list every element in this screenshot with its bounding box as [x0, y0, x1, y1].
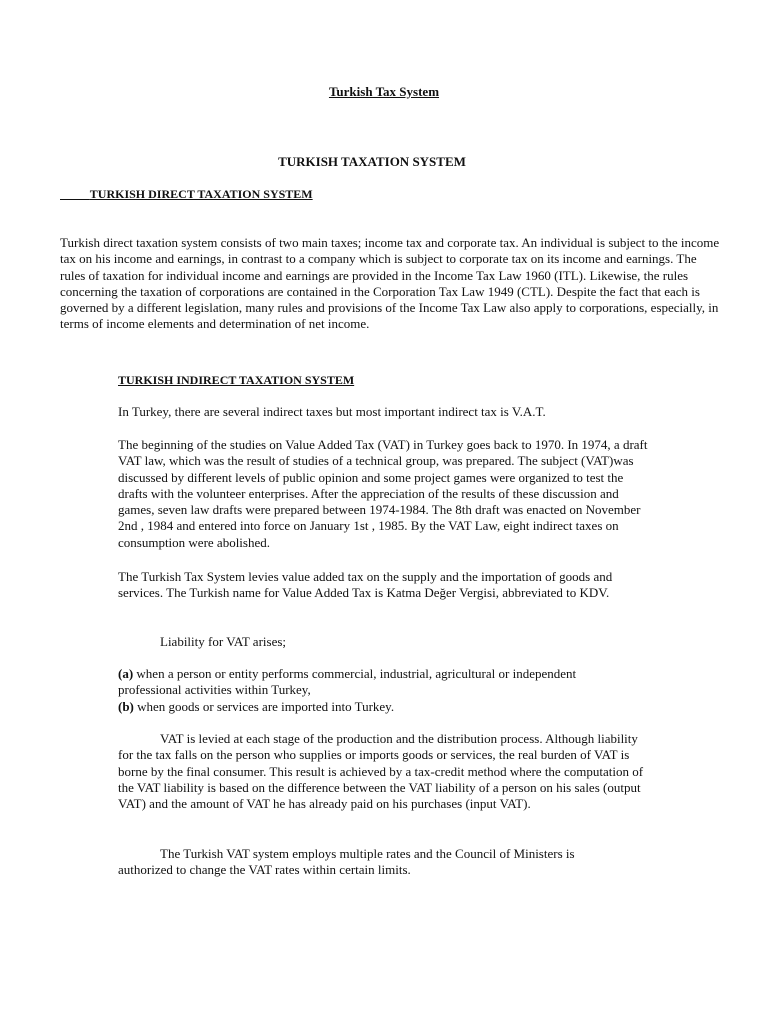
vat-history-paragraph: The beginning of the studies on Value Added Tax (VAT) in Turkey goes back to 1970. In 1974, a draft VAT law, which was the result of studies of a technical group, was prepared. The subject (VAT)was discussed by different levels of public opinion and some project games were organized to test the drafts with the volunteer enterprises. After the appreciation of the results of these discussion and games, seven law drafts were prepared between 1974-1984. The 8th draft was enacted on November 2nd , 1984 and entered into force on January 1st , 1985. By the VAT Law, eight indirect taxes on consumption were abolished.	[118, 437, 648, 550]
vat-rates-paragraph	[118, 846, 628, 879]
direct-taxation-heading	[60, 187, 313, 202]
item-b-marker: (b)	[118, 698, 134, 714]
liability-intro: Liability for VAT arises;	[160, 634, 287, 649]
item-a-marker: (a)	[118, 666, 134, 681]
document-title: Turkish Tax System	[328, 84, 440, 99]
item-b-text: when goods or services are imported into Turkey.	[133, 698, 395, 714]
kdv-paragraph: The Turkish Tax System levies value added tax on the supply and the importation of goods and services. The Turkish name for Value Added Tax is Katma Değer Vergisi, abbreviated to KDV.	[118, 569, 613, 601]
liability-list	[118, 666, 638, 715]
indirect-intro-paragraph: In Turkey, there are several indirect taxes but most important indirect tax is V.A.T.	[118, 404, 546, 419]
indirect-taxation-heading: TURKISH INDIRECT TAXATION SYSTEM	[118, 373, 355, 387]
liability-item-b	[118, 699, 638, 715]
liability-item-a	[118, 666, 638, 699]
direct-taxation-heading-text: TURKISH DIRECT TAXATION SYSTEM	[89, 187, 313, 201]
vat-levied-text: VAT is levied at each stage of the production and the distribution process. Although liability for the tax falls on the person who supplies or imports goods or services, the real burden of VAT is borne by the final consumer. This result is achieved by a tax-credit method where the computation of the VAT liability is based on the difference between the VAT liability of a person on his sales (output VAT) and the amount of VAT he has already paid on his purchases (input VAT).	[118, 731, 644, 812]
vat-rates-text: The Turkish VAT system employs multiple rates and the Council of Ministers is authorized to change the VAT rates within certain limits.	[118, 846, 575, 878]
direct-taxation-paragraph: Turkish direct taxation system consists of two main taxes; income tax and corporate tax. An individual is subject to the income tax on his income and earnings, in contrast to a company which is subject to corporate tax on its income and earnings. The rules of taxation for individual income and earnings are provided in the Income Tax Law 1960 (ITL). Likewise, the rules concerning the taxation of corporations are contained in the Corporation Tax Law 1949 (CTL). Despite the fact that each is governed by a different legislation, many rules and provisions of the Income Tax Law also apply to corporations, especially, in terms of income elements and determination of net income.	[60, 235, 720, 332]
item-a-text: when a person or entity performs commercial, industrial, agricultural or independent professional activities within Turkey,	[118, 666, 577, 698]
section-title: TURKISH TAXATION SYSTEM	[278, 154, 466, 169]
vat-levied-paragraph	[118, 731, 648, 812]
